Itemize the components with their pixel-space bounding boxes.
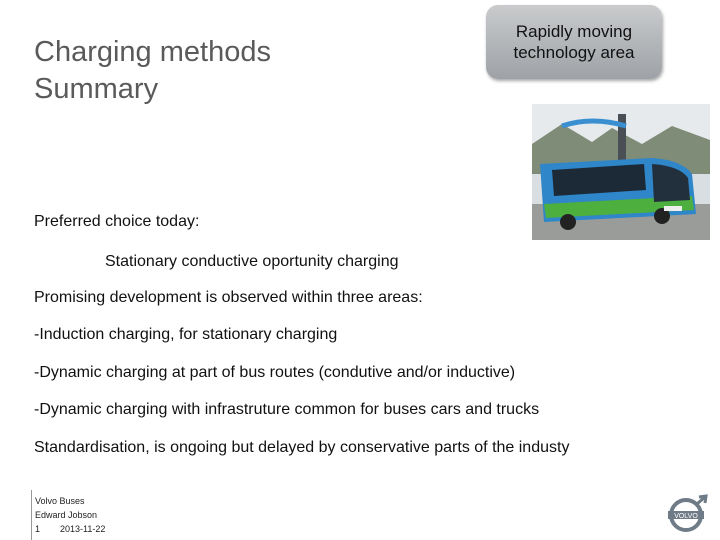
footer-company: Volvo Buses — [35, 496, 85, 506]
preferred-label: Preferred choice today: — [34, 213, 200, 230]
bus-illustration — [532, 104, 710, 240]
slide-title: Charging methods Summary — [34, 36, 271, 105]
area-dynamic-routes: -Dynamic charging at part of bus routes (condutive and/or inductive) — [34, 364, 516, 381]
logo-text: VOLVO — [674, 513, 698, 520]
volvo-logo — [666, 494, 710, 534]
footer-page-number: 1 — [35, 524, 41, 534]
standardisation-text: Standardisation, is ongoing but delayed by conservative parts of the industy — [34, 439, 570, 456]
preferred-value: Stationary conductive oportunity charging — [105, 253, 399, 270]
callout-box: Rapidly moving technology area — [486, 5, 662, 79]
area-induction: -Induction charging, for stationary charging — [34, 326, 338, 343]
footer-date: 2013-11-22 — [60, 524, 106, 534]
area-dynamic-infrastructure: -Dynamic charging with infrastruture common for buses cars and trucks — [34, 401, 540, 418]
footer — [31, 490, 122, 540]
footer-author: Edward Jobson — [35, 510, 98, 520]
promising-text: Promising development is observed within three areas: — [34, 289, 423, 306]
volvo-logo-icon — [666, 494, 710, 534]
bus-photo — [532, 104, 710, 240]
